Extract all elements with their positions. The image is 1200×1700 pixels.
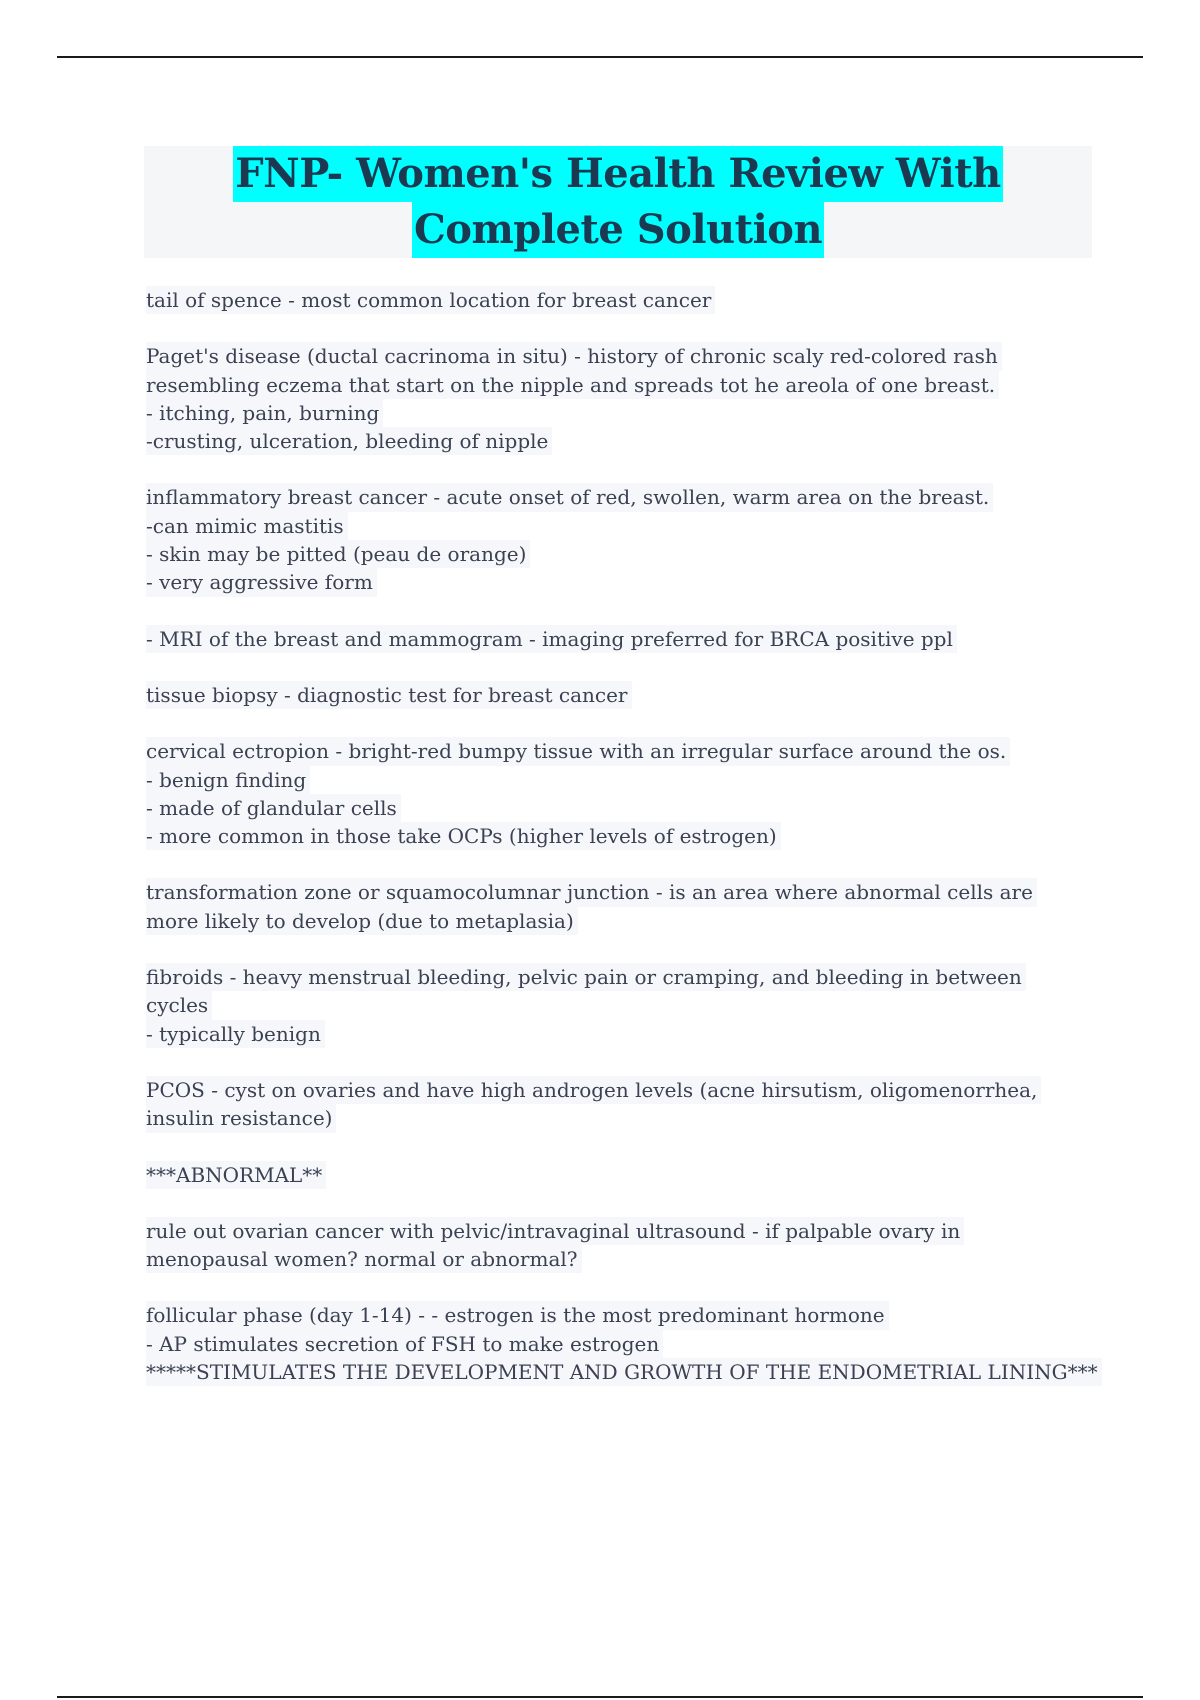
document-title-line-2: Complete Solution [412,202,824,258]
entry-text-line: tail of spence - most common location for breast cancer [146,286,715,314]
entry-text-line: transformation zone or squamocolumnar junction - is an area where abnormal cells are [146,878,1037,906]
entry-text-line: *****STIMULATES THE DEVELOPMENT AND GROWTH OF THE ENDOMETRIAL LINING*** [146,1358,1102,1386]
entry-text-line: cycles [146,991,212,1019]
entry-text-line: - typically benign [146,1020,325,1048]
qa-entry [146,286,1096,314]
entry-text-line: resembling eczema that start on the nipple and spreads tot he areola of one breast. [146,371,999,399]
entry-text-line: menopausal women? normal or abnormal? [146,1245,582,1273]
entry-text-line: more likely to develop (due to metaplasia) [146,907,578,935]
qa-entry [146,1161,1096,1189]
qa-entry [146,342,1096,455]
entry-text-line: -can mimic mastitis [146,512,348,540]
entry-text-line: follicular phase (day 1-14) - - estrogen is the most predominant hormone [146,1301,889,1329]
entry-text-line: inflammatory breast cancer - acute onset of red, swollen, warm area on the breast. [146,483,993,511]
document-body [146,286,1096,1414]
entry-text-line: tissue biopsy - diagnostic test for breast cancer [146,681,632,709]
qa-entry [146,878,1096,935]
entry-text-line: - very aggressive form [146,568,377,596]
qa-entry [146,1076,1096,1133]
entry-text-line: - itching, pain, burning [146,399,383,427]
entry-text-line: - made of glandular cells [146,794,401,822]
qa-entry [146,1217,1096,1274]
entry-text-line: fibroids - heavy menstrual bleeding, pelvic pain or cramping, and bleeding in between [146,963,1026,991]
bottom-rule [57,1696,1143,1698]
entry-text-line: cervical ectropion - bright-red bumpy tissue with an irregular surface around the os. [146,737,1010,765]
qa-entry [146,963,1096,1048]
entry-text-line: PCOS - cyst on ovaries and have high androgen levels (acne hirsutism, oligomenorrhea, [146,1076,1041,1104]
qa-entry [146,625,1096,653]
qa-entry [146,681,1096,709]
entry-text-line: ***ABNORMAL** [146,1161,326,1189]
entry-text-line: - MRI of the breast and mammogram - imaging preferred for BRCA positive ppl [146,625,957,653]
qa-entry [146,737,1096,850]
entry-text-line: - more common in those take OCPs (higher levels of estrogen) [146,822,781,850]
top-rule [57,56,1143,58]
qa-entry [146,483,1096,596]
entry-text-line: - AP stimulates secretion of FSH to make estrogen [146,1330,663,1358]
entry-text-line: Paget's disease (ductal cacrinoma in situ) - history of chronic scaly red-colored rash [146,342,1002,370]
document-title-line-1: FNP- Women's Health Review With [233,146,1003,202]
entry-text-line: -crusting, ulceration, bleeding of nipple [146,427,552,455]
document-title [144,146,1092,258]
entry-text-line: rule out ovarian cancer with pelvic/intravaginal ultrasound - if palpable ovary in [146,1217,964,1245]
entry-text-line: - benign finding [146,766,310,794]
entry-text-line: - skin may be pitted (peau de orange) [146,540,530,568]
entry-text-line: insulin resistance) [146,1104,336,1132]
qa-entry [146,1301,1096,1386]
